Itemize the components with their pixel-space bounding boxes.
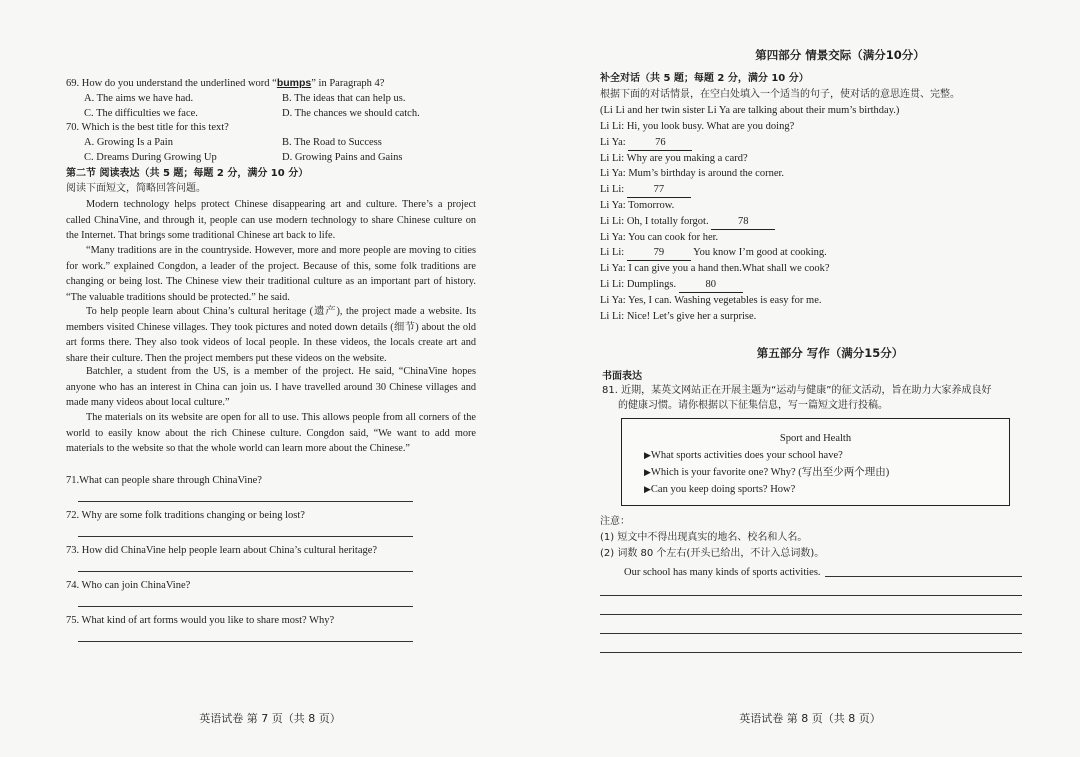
notes-label: 注意： — [600, 516, 630, 527]
prompt-item-2 — [644, 465, 889, 480]
essay-line-3[interactable] — [600, 614, 1022, 615]
essay-opening: Our school has many kinds of sports activities. — [624, 567, 821, 578]
part-4-title: 第四部分 情景交际（满分10分） — [755, 48, 925, 62]
dialogue-text: Mum’s birthday is around the corner. — [628, 168, 785, 180]
q69-underlined-word: bumps — [276, 77, 312, 89]
dialogue-line — [600, 119, 794, 134]
speaker: Li Ya: — [600, 263, 626, 275]
speaker: Li Ya: — [600, 168, 626, 180]
triangle-bullet-icon: ▶ — [644, 467, 651, 477]
note-2: (2) 词数 80 个左右(开头已给出，不计入总词数)。 — [600, 548, 825, 559]
speaker: Li Li: — [600, 310, 625, 322]
speaker: Li Li: — [600, 184, 625, 196]
essay-line-1[interactable] — [825, 576, 1022, 577]
dialogue-subtitle: 补全对话（共 5 题；每题 2 分，满分 10 分） — [600, 73, 809, 84]
writing-label: 书面表达 — [602, 371, 642, 382]
answer-line-71[interactable] — [78, 501, 413, 502]
triangle-bullet-icon: ▶ — [644, 484, 651, 494]
answer-blank[interactable]: 76 — [628, 135, 692, 151]
dialogue-text: You can cook for her. — [627, 231, 719, 243]
prompt-item-2-text: Which is your favorite one? Why? (写出至少两个理由) — [650, 467, 890, 478]
prompt-item-1 — [644, 448, 843, 463]
question-75: 75. What kind of art forms would you like to share most? Why? — [66, 615, 335, 626]
answer-line-73[interactable] — [78, 571, 413, 572]
answer-blank[interactable]: 77 — [627, 182, 691, 198]
question-71: 71.What can people share through ChinaVine? — [66, 475, 262, 486]
dialogue-text: Oh, I totally forgot. — [626, 215, 709, 227]
dialogue-text: Hi, you look busy. What are you doing? — [626, 121, 795, 132]
dialogue-text: Nice! Let’s give her a surprise. — [626, 310, 757, 322]
dialogue-text: Why are you making a card? — [626, 152, 748, 164]
speaker: Li Li: — [600, 247, 625, 259]
dialogue-line — [600, 151, 748, 166]
dialogue-context: (Li Li and her twin sister Li Ya are talking about their mum’s birthday.) — [600, 105, 900, 116]
passage-paragraph-1: Modern technology helps protect Chinese disappearing art and culture. There’s a project called ChinaVine, and through it, people can use modern technology to share Chinese culture on the Internet. That brings some traditional Chinese art back to life. — [66, 199, 476, 241]
q69-prefix: 69. How do you understand the underlined word “ — [66, 78, 277, 89]
dialogue-line — [600, 245, 827, 261]
q81-line-2: 的健康习惯。请你根据以下征集信息，写一篇短文进行投稿。 — [618, 400, 888, 411]
question-72: 72. Why are some folk traditions changing or being lost? — [66, 510, 305, 521]
passage-paragraph-2: “Many traditions are in the countryside. However, more and more people are moving to cities for work.” explained Congdon, a leader of the project. Because of this, some folk traditions are changing or being lost. The Chinese view their traditional culture as an important part of history. “The valuable traditions should be protected.” he said. — [66, 245, 476, 303]
dialogue-text: Dumplings. — [626, 279, 677, 290]
speaker: Li Ya: — [600, 294, 626, 306]
q69-suffix: ” in Paragraph 4? — [311, 78, 385, 89]
dialogue-line — [600, 214, 775, 230]
dialogue-text: I can give you a hand then.What shall we cook? — [628, 263, 830, 275]
prompt-item-3-text: Can you keep doing sports? How? — [650, 484, 796, 495]
q69-option-b: B. The ideas that can help us. — [282, 93, 406, 104]
answer-line-72[interactable] — [78, 536, 413, 537]
page-8-footer: 英语试卷 第 8 页（共 8 页） — [739, 712, 881, 725]
answer-blank[interactable]: 78 — [711, 214, 775, 230]
dialogue-line — [600, 135, 692, 151]
question-74: 74. Who can join ChinaVine? — [66, 580, 191, 591]
prompt-box — [621, 418, 1010, 506]
question-69 — [66, 76, 384, 91]
triangle-bullet-icon: ▶ — [644, 450, 651, 460]
dialogue-instructions: 根据下面的对话情景，在空白处填入一个适当的句子，使对话的意思连贯、完整。 — [600, 89, 960, 100]
dialogue-line — [600, 198, 674, 213]
dialogue-text-after-blank: You know I’m good at cooking. — [693, 247, 827, 259]
page-7-footer: 英语试卷 第 7 页（共 8 页） — [199, 712, 341, 725]
dialogue-line — [600, 166, 784, 181]
question-70: 70. Which is the best title for this text? — [66, 122, 229, 133]
answer-line-74[interactable] — [78, 606, 413, 607]
q70-option-a: A. Growing Is a Pain — [84, 137, 173, 148]
passage-paragraph-5: The materials on its website are open for all to use. This allows people from all corners of the world to easily know about the rich Chinese culture. Congdon said, “We want to add more materials to the website so that the whole world can learn more about the Chinese.” — [66, 412, 476, 454]
dialogue-line — [600, 182, 691, 198]
speaker: Li Ya: — [600, 231, 626, 243]
answer-blank[interactable]: 79 — [627, 245, 691, 261]
essay-line-5[interactable] — [600, 652, 1022, 653]
speaker: Li Li: — [600, 215, 625, 227]
prompt-item-3 — [644, 482, 795, 497]
q70-option-d: D. Growing Pains and Gains — [282, 152, 403, 163]
passage-paragraph-4: Batchler, a student from the US, is a member of the project. He said, “ChinaVine hopes anyone who has an interest in China can join us. I have travelled around 30 Chinese villages and made many videos about local culture.” — [66, 366, 476, 408]
passage-paragraph-3: To help people learn about China’s cultural heritage (遗产), the project made a website. Its members visited Chinese villages. They took pictures and noted down details (细节) about the old art forms there. They also took videos of local people. In these videos, the locals create art and share their culture. Then the project members put these videos on the website. — [66, 306, 476, 364]
dialogue-text: Yes, I can. Washing vegetables is easy for me. — [627, 294, 822, 306]
speaker: Li Ya: — [600, 136, 626, 148]
q69-option-d: D. The chances we should catch. — [282, 108, 420, 119]
essay-line-2[interactable] — [600, 595, 1022, 596]
dialogue-line — [600, 261, 830, 276]
q81-line-1: 81. 近期，某英文网站正在开展主题为“运动与健康”的征文活动，旨在助力大家养成良好 — [602, 385, 992, 396]
essay-line-4[interactable] — [600, 633, 1022, 634]
question-73: 73. How did ChinaVine help people learn about China’s cultural heritage? — [66, 545, 378, 556]
section-2-title: 第二节 阅读表达（共 5 题；每题 2 分，满分 10 分） — [66, 168, 309, 179]
answer-blank[interactable]: 80 — [679, 277, 743, 293]
part-5-title: 第五部分 写作（满分15分） — [756, 346, 904, 360]
dialogue-line — [600, 277, 743, 293]
dialogue-line — [600, 293, 822, 308]
dialogue-line — [600, 309, 756, 324]
prompt-item-1-text: What sports activities does your school have? — [650, 450, 843, 461]
speaker: Li Ya: — [600, 200, 626, 211]
speaker: Li Li: — [600, 121, 625, 132]
speaker: Li Li: — [600, 279, 625, 290]
q70-option-b: B. The Road to Success — [282, 137, 382, 148]
dialogue-line — [600, 230, 718, 245]
page-8 — [540, 0, 1080, 757]
dialogue-text: Tomorrow. — [628, 200, 675, 211]
q69-option-a: A. The aims we have had. — [84, 93, 194, 104]
speaker: Li Li: — [600, 152, 625, 164]
answer-line-75[interactable] — [78, 641, 413, 642]
note-1: (1) 短文中不得出现真实的地名、校名和人名。 — [600, 532, 808, 543]
q69-option-c: C. The difficulties we face. — [84, 108, 198, 119]
prompt-box-title: Sport and Health — [779, 433, 852, 444]
q70-option-c: C. Dreams During Growing Up — [84, 152, 217, 163]
section-2-instructions: 阅读下面短文，简略回答问题。 — [66, 183, 206, 194]
